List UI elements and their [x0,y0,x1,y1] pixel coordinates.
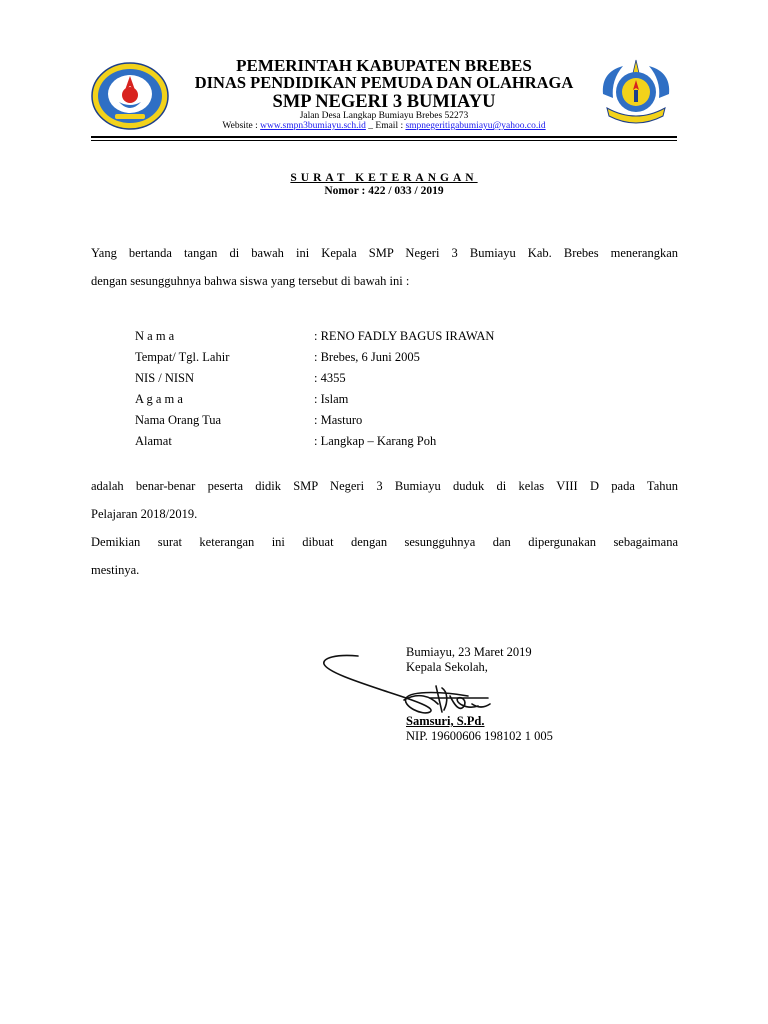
field-value-religion: : Islam [314,392,349,406]
header-government: PEMERINTAH KABUPATEN BREBES [236,56,532,75]
field-label-parent: Nama Orang Tua [135,413,222,427]
website-label: Website : [222,121,261,131]
field-value-parent: : Masturo [314,413,363,427]
header-department: DINAS PENDIDIKAN PEMUDA DAN OLAHRAGA [194,73,574,92]
intro-paragraph-line-1: Yang bertanda tangan di bawah ini Kepala SMP Negeri 3 Bumiayu Kab. Brebes menerangkan [91,246,678,260]
body-paragraph-line-2: Pelajaran 2018/2019. [91,507,198,521]
header-address: Jalan Desa Langkap Bumiayu Brebes 52273 [299,111,469,121]
field-value-address: : Langkap – Karang Poh [314,434,437,448]
body-paragraph-line-1: adalah benar-benar peserta didik SMP Negeri 3 Bumiayu duduk di kelas VIII D pada Tahun [91,479,678,493]
field-label-religion: A g a m a [135,392,183,406]
signatory-name: Samsuri, S.Pd. [406,714,485,728]
field-label-birth: Tempat/ Tgl. Lahir [135,350,230,364]
field-value-name: : RENO FADLY BAGUS IRAWAN [314,329,495,343]
website-link[interactable]: www.smpn3bumiayu.sch.id [260,121,366,131]
closing-paragraph-line-2: mestinya. [91,563,140,577]
signature-position: Kepala Sekolah, [406,660,488,674]
closing-paragraph-line-1: Demikian surat keterangan ini dibuat dengan sesungguhnya dan dipergunakan sebagaimana [91,535,678,549]
header-school-name: SMP NEGERI 3 BUMIAYU [272,92,496,112]
field-value-nis: : 4355 [314,371,346,385]
letter-title: SURAT KETERANGAN [290,172,478,184]
header-contact [0,121,768,131]
signatory-nip: NIP. 19600606 198102 1 005 [406,729,553,743]
field-value-birth: : Brebes, 6 Juni 2005 [314,350,420,364]
email-link[interactable]: smpnegeritigabumiayu@yahoo.co.id [405,121,546,131]
signature-place-date: Bumiayu, 23 Maret 2019 [406,645,532,659]
email-label: _ Email : [365,121,406,131]
handwritten-signature [318,648,503,722]
header-divider-thick [91,136,677,138]
field-label-address: Alamat [135,434,172,448]
letter-number: Nomor : 422 / 033 / 2019 [324,185,444,197]
field-label-nis: NIS / NISN [135,371,195,385]
intro-paragraph-line-2: dengan sesungguhnya bahwa siswa yang tersebut di bawah ini : [91,274,410,288]
header-divider-thin [91,140,677,141]
field-label-name: N a m a [135,329,175,343]
